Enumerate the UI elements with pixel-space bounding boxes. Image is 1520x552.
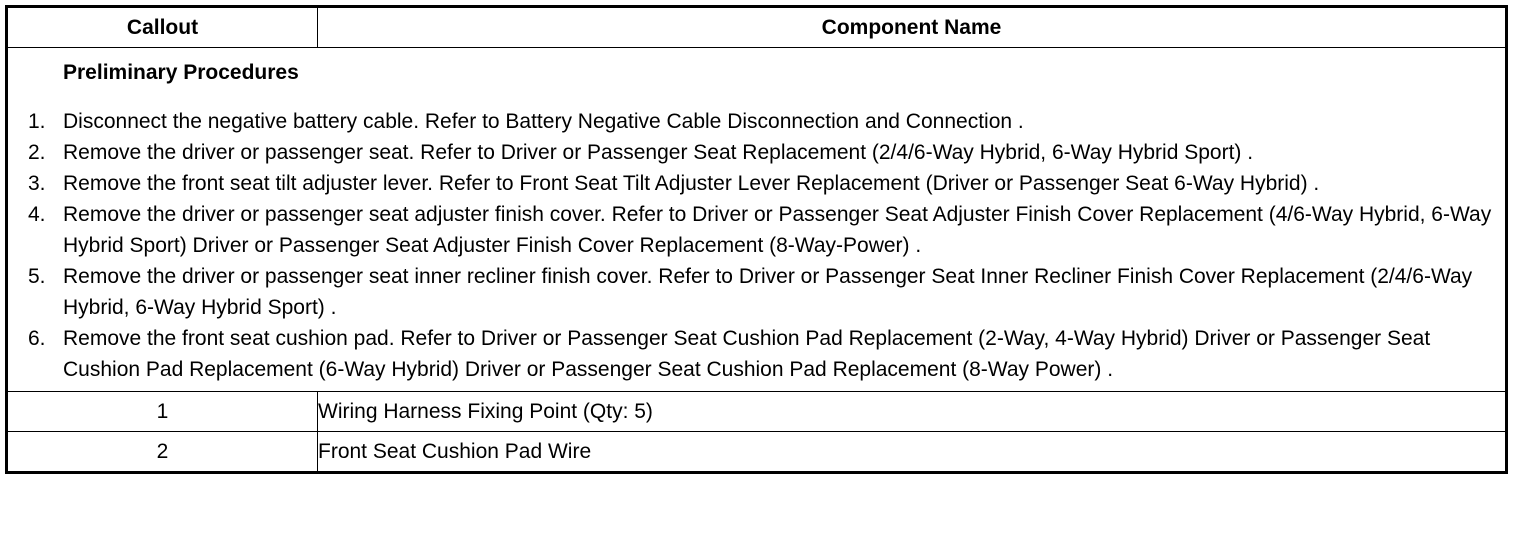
step-text: Remove the front seat cushion pad. Refer to Driver or Passenger Seat Cushion Pad Replacement (2-Way, 4-Way Hybrid) Driver or Passenger Seat Cushion Pad Replacement (6-Way Hybrid) Driver or Passenger Seat Cushion Pad Replacement (8-Way Power) . — [63, 327, 1431, 381]
component-name-cell: Wiring Harness Fixing Point (Qty: 5) — [318, 392, 1507, 432]
list-item — [8, 323, 1505, 385]
step-text: Remove the driver or passenger seat inner recliner finish cover. Refer to Driver or Passenger Seat Inner Recliner Finish Cover Replacement (2/4/6-Way Hybrid, 6-Way Hybrid Sport) . — [63, 265, 1473, 319]
list-item — [8, 168, 1505, 199]
table-row — [7, 392, 1507, 432]
step-number: 3. — [28, 172, 46, 195]
step-text: Remove the front seat tilt adjuster lever. Refer to Front Seat Tilt Adjuster Lever Replacement (Driver or Passenger Seat 6-Way Hybrid) . — [63, 172, 1320, 195]
step-number: 5. — [28, 265, 46, 288]
preliminary-steps-list — [8, 106, 1505, 391]
step-number: 1. — [28, 110, 46, 133]
list-item — [8, 106, 1505, 137]
procedure-table — [5, 5, 1508, 474]
step-number: 4. — [28, 203, 46, 226]
component-name-cell: Front Seat Cushion Pad Wire — [318, 432, 1507, 473]
table-header-row — [7, 7, 1507, 48]
component-name-column-header: Component Name — [318, 7, 1507, 48]
step-text: Remove the driver or passenger seat adjuster finish cover. Refer to Driver or Passenger Seat Adjuster Finish Cover Replacement (4/6-Way Hybrid, 6-Way Hybrid Sport) Driver or Passenger Seat Adjuster Finish Cover Replacement (8-Way-Power) . — [63, 203, 1492, 257]
step-number: 2. — [28, 141, 46, 164]
callout-cell: 1 — [7, 392, 318, 432]
preliminary-procedures-cell — [7, 48, 1507, 392]
list-item — [8, 199, 1505, 261]
table-row — [7, 432, 1507, 473]
step-text: Disconnect the negative battery cable. Refer to Battery Negative Cable Disconnection and Connection . — [63, 110, 1024, 133]
step-text: Remove the driver or passenger seat. Refer to Driver or Passenger Seat Replacement (2/4/6-Way Hybrid, 6-Way Hybrid Sport) . — [63, 141, 1254, 164]
preliminary-procedures-title: Preliminary Procedures — [63, 61, 299, 84]
step-number: 6. — [28, 327, 46, 350]
callout-cell: 2 — [7, 432, 318, 473]
list-item — [8, 261, 1505, 323]
list-item — [8, 137, 1505, 168]
preliminary-procedures-row — [7, 48, 1507, 392]
callout-column-header: Callout — [7, 7, 318, 48]
